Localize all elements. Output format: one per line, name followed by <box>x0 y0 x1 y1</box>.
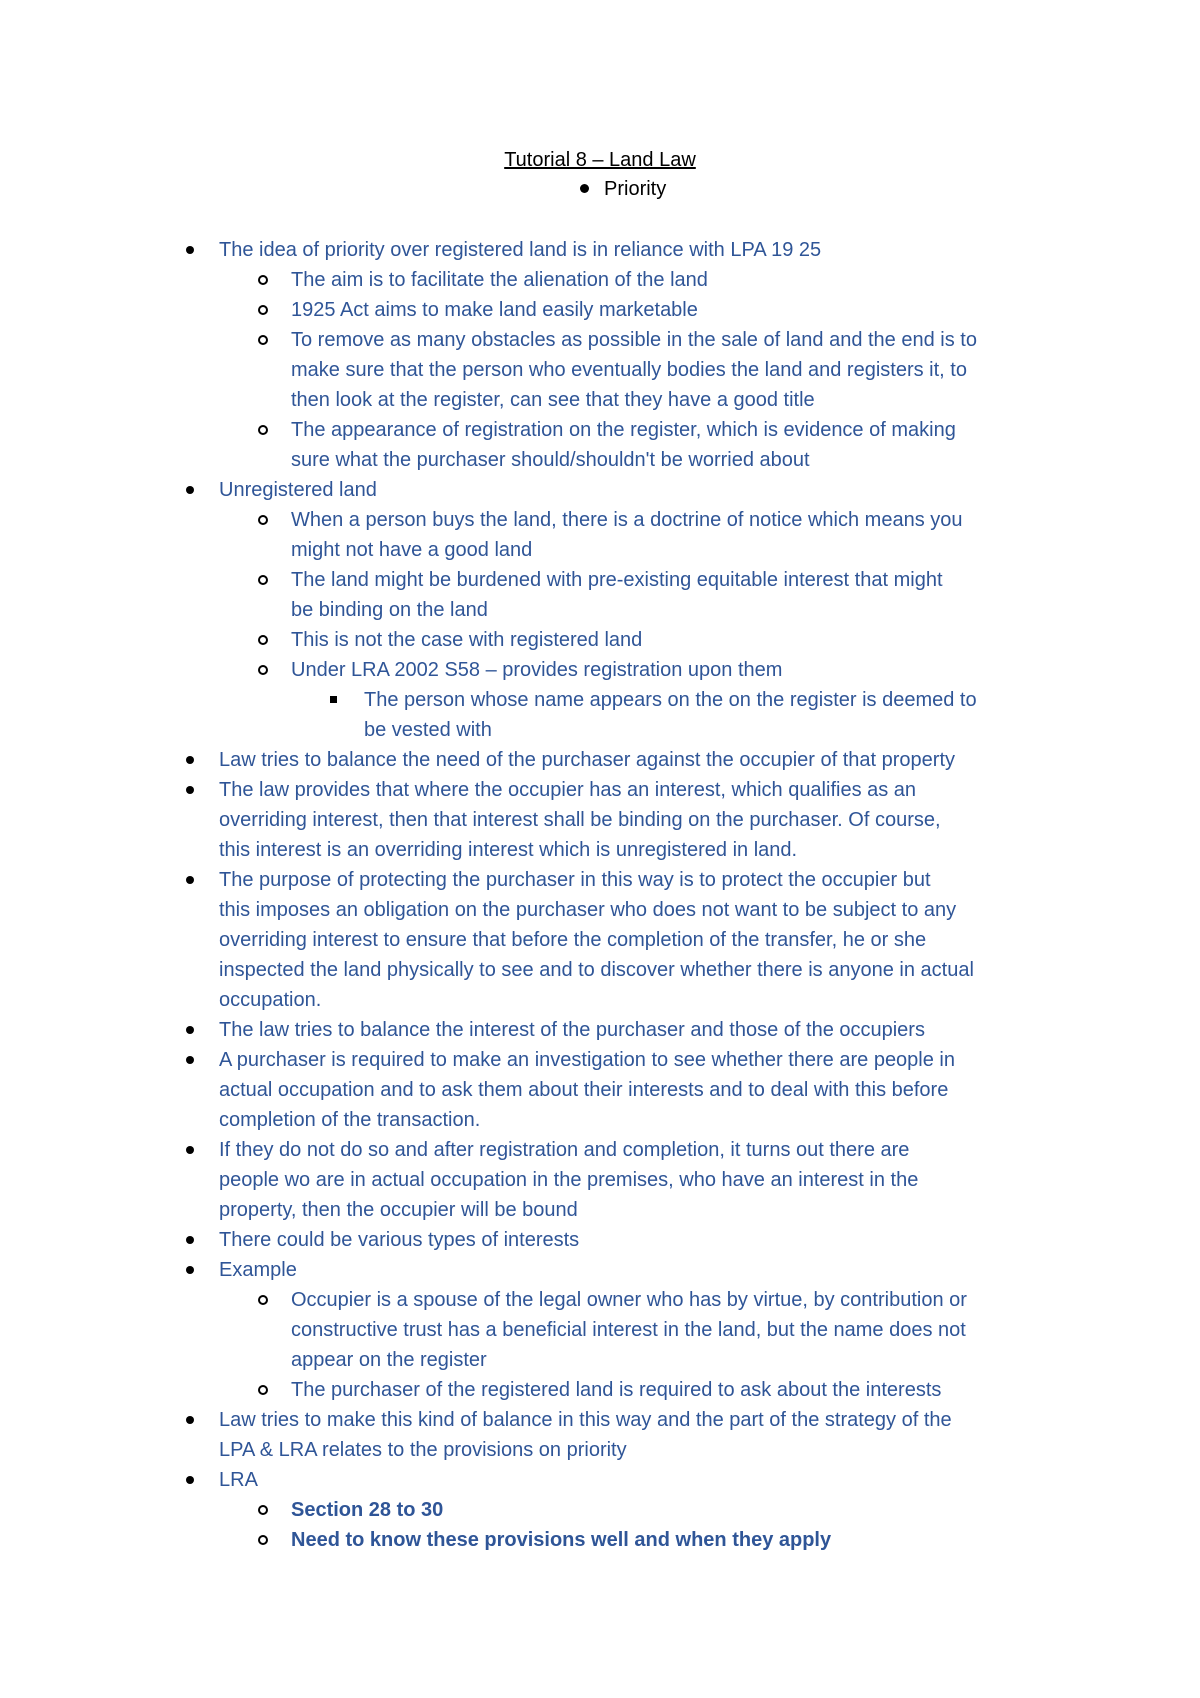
list-item-text-line: this imposes an obligation on the purchaser who does not want to be subject to any <box>219 899 957 921</box>
list-item <box>219 1225 1079 1255</box>
list-item <box>219 865 1079 1015</box>
list-item-text-line: A purchaser is required to make an investigation to see whether there are people in <box>219 1049 955 1071</box>
hollow-circle-bullet-icon <box>258 665 268 675</box>
list-item-text-line: If they do not do so and after registration and completion, it turns out there are <box>219 1139 910 1161</box>
list-item-text-line: Need to know these provisions well and when they apply <box>291 1529 832 1551</box>
list-item-text-line: might not have a good land <box>291 539 533 561</box>
hollow-circle-bullet-icon <box>258 275 268 285</box>
list-item-text-line: Law tries to balance the need of the purchaser against the occupier of that property <box>219 749 956 771</box>
list-item-text-line: Unregistered land <box>219 479 377 501</box>
list-item-text-line: make sure that the person who eventually bodies the land and registers it, to <box>291 359 967 381</box>
document-title: Tutorial 8 – Land Law <box>504 149 696 171</box>
bullet-dot-icon <box>580 184 589 193</box>
list-item-text-line: this interest is an overriding interest which is unregistered in land. <box>219 839 798 861</box>
filled-circle-bullet-icon <box>186 1236 194 1244</box>
list-item-text-line: The appearance of registration on the register, which is evidence of making <box>291 419 956 441</box>
hollow-circle-bullet-icon <box>258 425 268 435</box>
hollow-circle-bullet-icon <box>258 1535 268 1545</box>
list-item-text-line: The idea of priority over registered land is in reliance with LPA 19 25 <box>219 239 822 261</box>
list-item-text-line: This is not the case with registered land <box>291 629 643 651</box>
list-item <box>219 1015 1079 1045</box>
list-item-text-line: people wo are in actual occupation in the premises, who have an interest in the <box>219 1169 919 1191</box>
list-item-text-line: overriding interest, then that interest shall be binding on the purchaser. Of course, <box>219 809 941 831</box>
document-subtitle: Priority <box>604 178 667 200</box>
list-item-text-line: The land might be burdened with pre-existing equitable interest that might <box>291 569 943 591</box>
list-item-text-line: property, then the occupier will be bound <box>219 1199 578 1221</box>
list-item <box>219 775 1079 865</box>
list-item-text-line: Example <box>219 1259 297 1281</box>
list-item <box>219 235 1079 265</box>
hollow-circle-bullet-icon <box>258 335 268 345</box>
list-item-text-line: occupation. <box>219 989 322 1011</box>
hollow-circle-bullet-icon <box>258 305 268 315</box>
hollow-circle-bullet-icon <box>258 1505 268 1515</box>
list-item <box>291 565 1081 625</box>
list-item-text-line: completion of the transaction. <box>219 1109 481 1131</box>
list-item <box>219 1465 1079 1495</box>
filled-circle-bullet-icon <box>186 786 194 794</box>
list-item-text-line: be binding on the land <box>291 599 488 621</box>
list-item-text-line: be vested with <box>364 719 492 741</box>
list-item <box>291 655 1081 685</box>
list-item-text-line: The person whose name appears on the on the register is deemed to <box>364 689 977 711</box>
list-item <box>291 1495 1081 1525</box>
filled-circle-bullet-icon <box>186 876 194 884</box>
hollow-circle-bullet-icon <box>258 1385 268 1395</box>
hollow-circle-bullet-icon <box>258 1295 268 1305</box>
filled-circle-bullet-icon <box>186 1146 194 1154</box>
list-item-text-line: 1925 Act aims to make land easily marketable <box>291 299 698 321</box>
list-item-text-line: The law tries to balance the interest of the purchaser and those of the occupiers <box>219 1019 925 1041</box>
list-item-text-line: LPA & LRA relates to the provisions on priority <box>219 1439 627 1461</box>
list-item-text-line: inspected the land physically to see and to discover whether there is anyone in actual <box>219 959 974 981</box>
list-item <box>291 1285 1081 1375</box>
list-item-text-line: constructive trust has a beneficial interest in the land, but the name does not <box>291 1319 966 1341</box>
hollow-circle-bullet-icon <box>258 635 268 645</box>
square-bullet-icon <box>330 696 337 703</box>
list-item-text-line: then look at the register, can see that they have a good title <box>291 389 815 411</box>
list-item <box>291 505 1081 565</box>
list-item-text-line: overriding interest to ensure that before the completion of the transfer, he or she <box>219 929 927 951</box>
list-item <box>219 1135 1079 1225</box>
list-item-text-line: Occupier is a spouse of the legal owner who has by virtue, by contribution or <box>291 1289 967 1311</box>
list-item-text-line: appear on the register <box>291 1349 487 1371</box>
list-item-text-line: The purpose of protecting the purchaser in this way is to protect the occupier but <box>219 869 931 891</box>
list-item <box>219 1405 1079 1465</box>
list-item-text-line: There could be various types of interests <box>219 1229 580 1251</box>
list-item <box>364 685 1084 745</box>
list-item-text-line: Section 28 to 30 <box>291 1499 444 1521</box>
list-item-text-line: To remove as many obstacles as possible in the sale of land and the end is to <box>291 329 977 351</box>
list-item <box>219 745 1079 775</box>
list-item-text-line: sure what the purchaser should/shouldn't be worried about <box>291 449 810 471</box>
list-item-text-line: The purchaser of the registered land is required to ask about the interests <box>291 1379 942 1401</box>
list-item <box>291 1375 1081 1405</box>
list-item <box>291 415 1081 475</box>
filled-circle-bullet-icon <box>186 1056 194 1064</box>
list-item-text-line: When a person buys the land, there is a doctrine of notice which means you <box>291 509 963 531</box>
list-item <box>219 1255 1079 1285</box>
filled-circle-bullet-icon <box>186 246 194 254</box>
filled-circle-bullet-icon <box>186 1476 194 1484</box>
list-item <box>291 295 1081 325</box>
list-item-text-line: LRA <box>219 1469 258 1491</box>
list-item <box>291 325 1081 415</box>
filled-circle-bullet-icon <box>186 756 194 764</box>
list-item <box>291 1525 1081 1555</box>
filled-circle-bullet-icon <box>186 1266 194 1274</box>
list-item-text-line: The law provides that where the occupier has an interest, which qualifies as an <box>219 779 917 801</box>
list-item <box>291 625 1081 655</box>
filled-circle-bullet-icon <box>186 1026 194 1034</box>
list-item-text-line: The aim is to facilitate the alienation of the land <box>291 269 708 291</box>
list-item-text-line: actual occupation and to ask them about their interests and to deal with this before <box>219 1079 949 1101</box>
hollow-circle-bullet-icon <box>258 515 268 525</box>
list-item-text-line: Law tries to make this kind of balance in this way and the part of the strategy of the <box>219 1409 952 1431</box>
notes-list <box>0 235 1200 1555</box>
list-item <box>219 475 1079 505</box>
list-item-text-line: Under LRA 2002 S58 – provides registration upon them <box>291 659 783 681</box>
list-item <box>219 1045 1079 1135</box>
hollow-circle-bullet-icon <box>258 575 268 585</box>
list-item <box>291 265 1081 295</box>
filled-circle-bullet-icon <box>186 486 194 494</box>
filled-circle-bullet-icon <box>186 1416 194 1424</box>
